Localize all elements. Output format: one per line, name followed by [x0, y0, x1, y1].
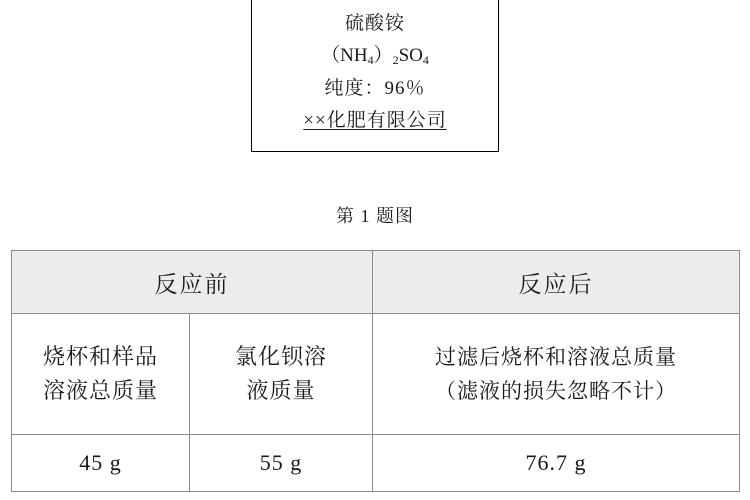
formula-part-so: SO [398, 45, 423, 66]
table-value-row [12, 435, 740, 492]
value-beaker-sample-mass: 45 g [12, 435, 190, 492]
formula-part-open: （NH [321, 45, 368, 66]
fertilizer-label-box [251, 0, 499, 152]
value-filtered-total-mass: 76.7 g [373, 435, 740, 492]
subheader-filtered-total-mass [373, 314, 740, 435]
label-purity: 纯度：96％ [324, 78, 426, 99]
fertilizer-label-container [0, 0, 750, 152]
subheader-bacl2-solution-mass-line2: 液质量 [246, 378, 316, 403]
label-product-name: 硫酸铵 [344, 13, 405, 34]
data-table-container [11, 250, 739, 492]
figure-caption: 第 1 题图 [336, 206, 414, 226]
value-bacl2-solution-mass: 55 g [190, 435, 373, 492]
table-subheader-row [12, 314, 740, 435]
subheader-bacl2-solution-mass [190, 314, 373, 435]
formula-part-close: ） [373, 45, 393, 66]
group-header-before: 反应前 [12, 251, 373, 314]
subheader-beaker-sample-mass-line2: 溶液总质量 [42, 378, 158, 403]
experiment-data-table [11, 250, 740, 492]
subheader-beaker-sample-mass [12, 314, 190, 435]
group-header-after: 反应后 [373, 251, 740, 314]
subheader-bacl2-solution-mass-line1: 氯化钡溶 [234, 344, 327, 369]
label-company: ××化肥有限公司 [303, 110, 447, 131]
subheader-filtered-total-mass-line1: 过滤后烧杯和溶液总质量 [435, 345, 677, 369]
formula-sub-4: 4 [367, 53, 374, 67]
formula-sub-2: 2 [392, 53, 399, 67]
subheader-beaker-sample-mass-line1: 烧杯和样品 [42, 344, 158, 369]
subheader-filtered-total-mass-line2: （滤液的损失忽略不计） [435, 379, 677, 403]
label-chemical-formula [252, 40, 498, 73]
formula-sub-4b: 4 [422, 53, 429, 67]
table-group-header-row [12, 251, 740, 314]
